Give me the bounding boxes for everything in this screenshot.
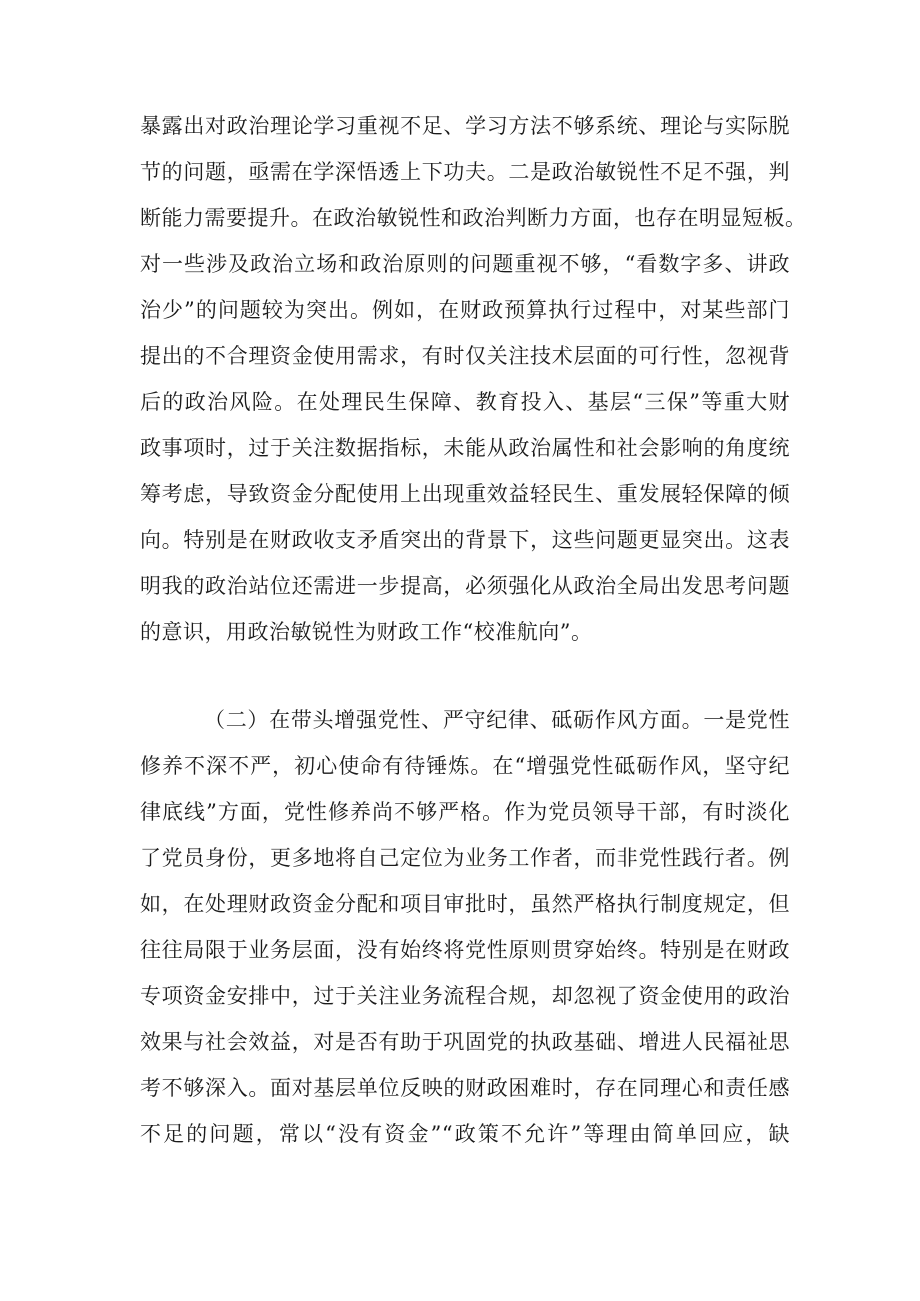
text-line: 往往局限于业务层面，没有始终将党性原则贯穿始终。特别是在财政: [140, 938, 790, 962]
paragraph-political-sensitivity: [140, 103, 807, 655]
text-line: 筹考虑，导致资金分配使用上出现重效益轻民生、重发展轻保障的倾: [140, 482, 790, 506]
text-line: 向。特别是在财政收支矛盾突出的背景下，这些问题更显突出。这表: [140, 528, 790, 552]
text-line: 政事项时，过于关注数据指标，未能从政治属性和社会影响的角度统: [140, 436, 790, 460]
text-line: 考不够深入。面对基层单位反映的财政困难时，存在同理心和责任感: [140, 1076, 790, 1100]
text-line: 提出的不合理资金使用需求，有时仅关注技术层面的可行性，忽视背: [140, 344, 790, 368]
text-line: 的意识，用政治敏锐性为财政工作“校准航向”。: [140, 620, 593, 644]
text-line: 断能力需要提升。在政治敏锐性和政治判断力方面，也存在明显短板。: [140, 206, 807, 230]
text-line: 治少”的问题较为突出。例如，在财政预算执行过程中，对某些部门: [140, 298, 790, 322]
text-line: 修养不深不严，初心使命有待锤炼。在“增强党性砥砺作风，坚守纪: [140, 754, 790, 778]
paragraph-party-spirit-discipline: [140, 697, 790, 1157]
text-line: 专项资金安排中，过于关注业务流程合规，却忽视了资金使用的政治: [140, 984, 790, 1008]
text-line: 效果与社会效益，对是否有助于巩固党的执政基础、增进人民福祉思: [140, 1030, 790, 1054]
text-line: 暴露出对政治理论学习重视不足、学习方法不够系统、理论与实际脱: [140, 114, 790, 138]
text-line: 如，在处理财政资金分配和项目审批时，虽然严格执行制度规定，但: [140, 892, 790, 916]
text-line: 后的政治风险。在处理民生保障、教育投入、基层“三保”等重大财: [140, 390, 790, 414]
text-line: 对一些涉及政治立场和政治原则的问题重视不够，“看数字多、讲政: [140, 252, 790, 276]
text-line: 明我的政治站位还需进一步提高，必须强化从政治全局出发思考问题: [140, 574, 790, 598]
text-line: 律底线”方面，党性修养尚不够严格。作为党员领导干部，有时淡化: [140, 800, 790, 824]
text-line: 不足的问题，常以“没有资金”“政策不允许”等理由简单回应，缺: [140, 1122, 790, 1146]
section-heading-line: （二）在带头增强党性、严守纪律、砥砺作风方面。一是党性: [204, 708, 790, 732]
text-line: 了党员身份，更多地将自己定位为业务工作者，而非党性践行者。例: [140, 846, 790, 870]
text-line: 节的问题，亟需在学深悟透上下功夫。二是政治敏锐性不足不强，判: [140, 160, 790, 184]
